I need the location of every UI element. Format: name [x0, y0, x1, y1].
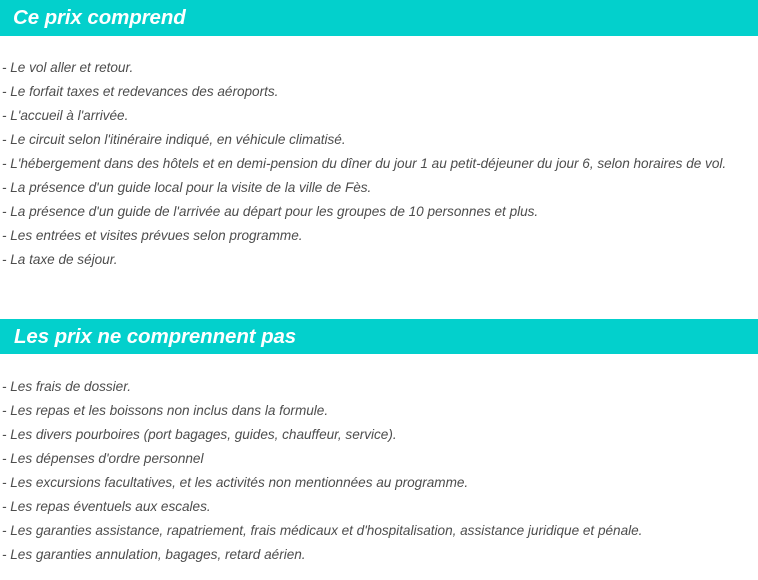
list-item: - Le vol aller et retour. [2, 60, 134, 75]
list-item: - L'hébergement dans des hôtels et en demi-pension du dîner du jour 1 au petit-déjeuner du jour 6, selon horaires de vol. [2, 156, 727, 171]
list-item: - Les divers pourboires (port bagages, guides, chauffeur, service). [2, 427, 397, 442]
list-item: - Le forfait taxes et redevances des aéroports. [2, 84, 279, 99]
list-item: - Les frais de dossier. [2, 379, 131, 394]
list-item: - Les dépenses d'ordre personnel [2, 451, 204, 466]
list-item: - Les repas éventuels aux escales. [2, 499, 211, 514]
list-item: - L'accueil à l'arrivée. [2, 108, 129, 123]
list-item: - Les garanties assistance, rapatriement, frais médicaux et d'hospitalisation, assistance juridique et pénale. [2, 523, 643, 538]
included-items-list [0, 56, 758, 272]
list-item: - La taxe de séjour. [2, 252, 118, 267]
list-item: - Le circuit selon l'itinéraire indiqué, en véhicule climatisé. [2, 132, 346, 147]
list-item: - Les excursions facultatives, et les activités non mentionnées au programme. [2, 475, 469, 490]
section-header-excluded-title: Les prix ne comprennent pas [14, 324, 297, 348]
section-spacer [0, 272, 758, 319]
section-header-excluded [0, 319, 758, 354]
section-header-included [0, 0, 758, 36]
section-header-included-title: Ce prix comprend [13, 6, 186, 29]
excluded-items-list [0, 375, 758, 567]
list-item: - Les garanties annulation, bagages, retard aérien. [2, 547, 306, 562]
list-item: - Les repas et les boissons non inclus dans la formule. [2, 403, 329, 418]
list-item: - La présence d'un guide local pour la visite de la ville de Fès. [2, 180, 372, 195]
list-item: - La présence d'un guide de l'arrivée au départ pour les groupes de 10 personnes et plus. [2, 204, 539, 219]
list-item: - Les entrées et visites prévues selon programme. [2, 228, 303, 243]
